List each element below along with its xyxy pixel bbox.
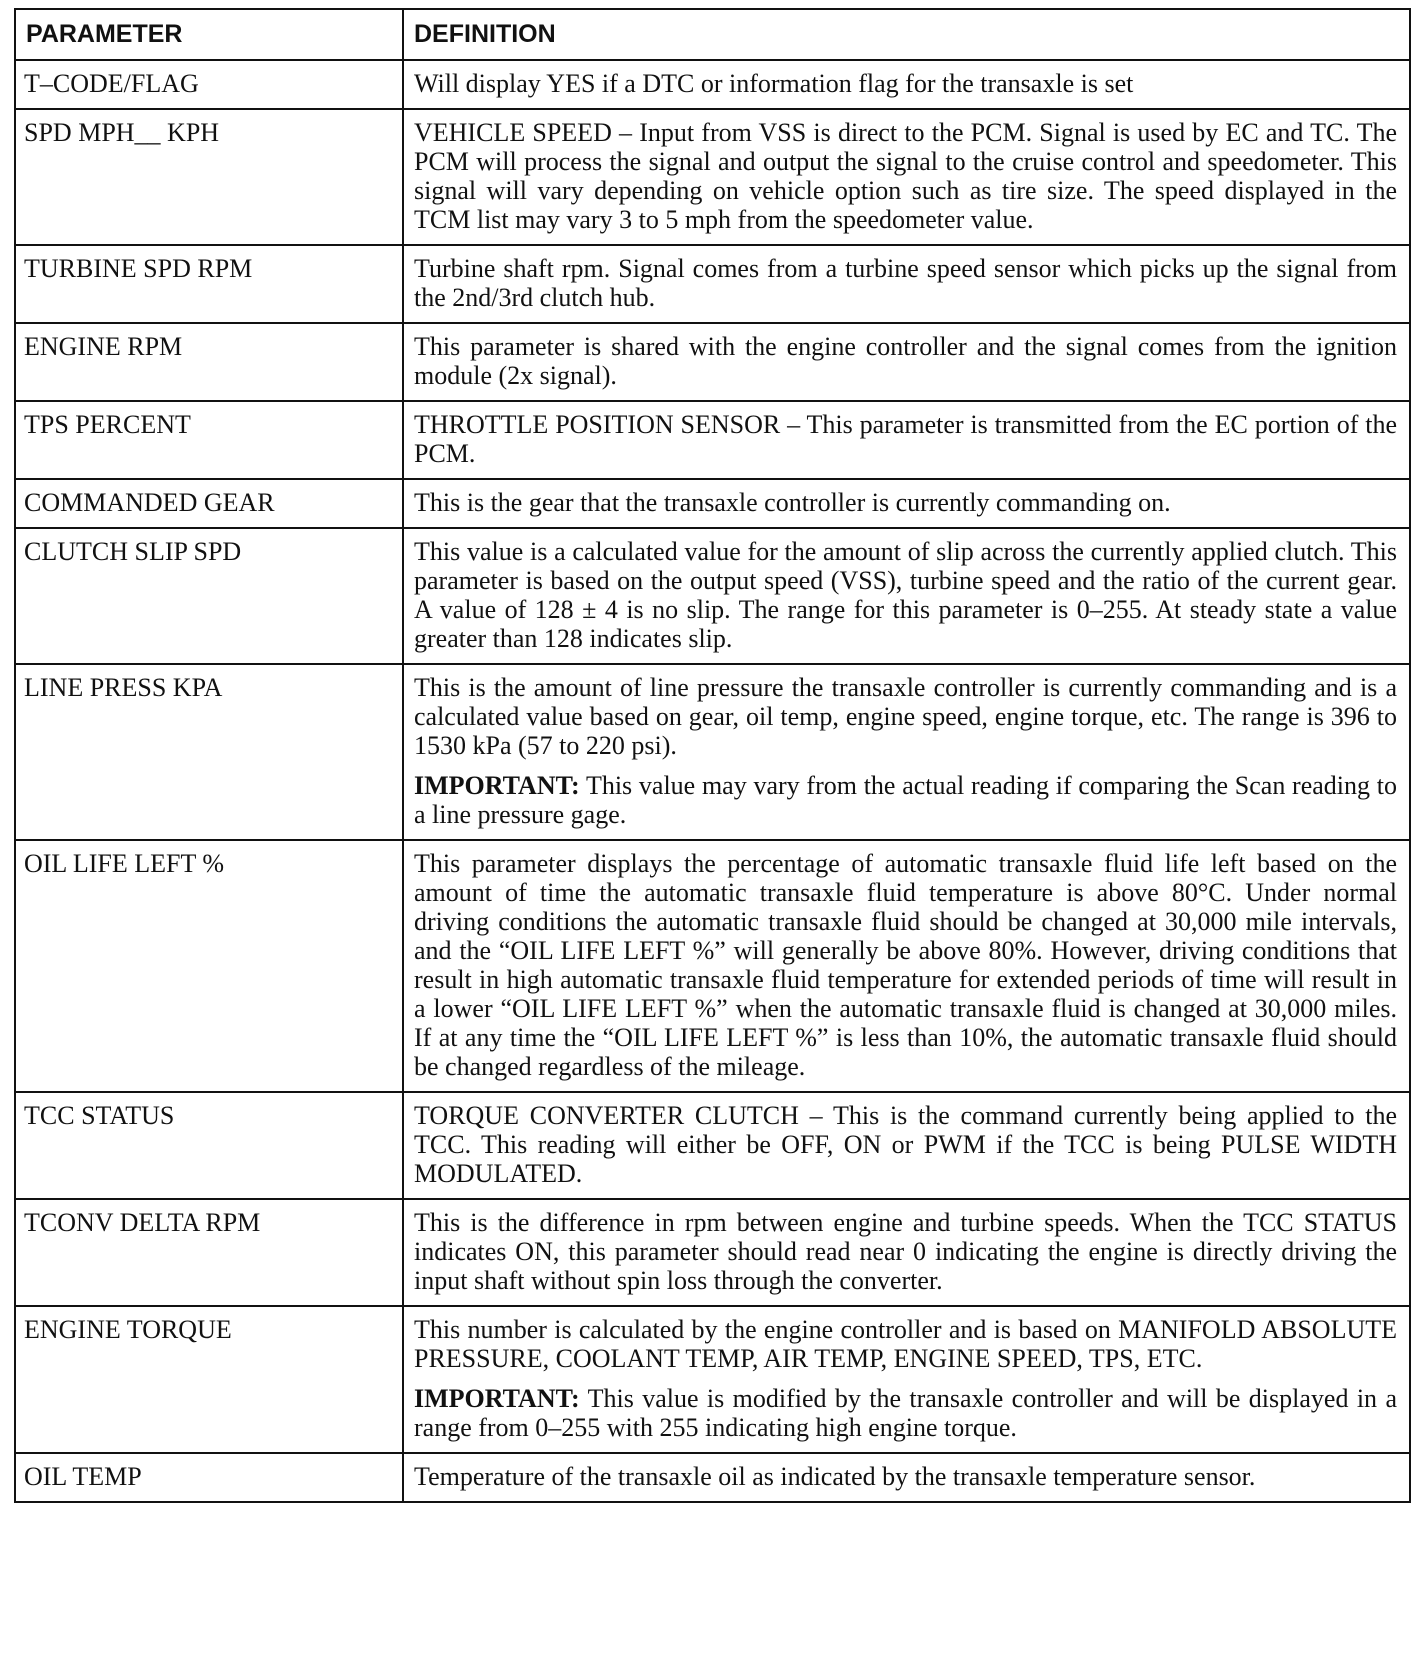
definition-text: TORQUE CONVERTER CLUTCH – This is the command currently being applied to the TCC. This reading will either be OFF, ON or PWM if the TCC is being PULSE WIDTH MODULATED. [414, 1101, 1397, 1188]
table-row [15, 109, 1410, 245]
definition-text: Temperature of the transaxle oil as indicated by the transaxle temperature sensor. [414, 1462, 1256, 1491]
parameter-cell: OIL LIFE LEFT % [15, 840, 403, 1092]
definition-text: VEHICLE SPEED – Input from VSS is direct to the PCM. Signal is used by EC and TC. The PCM will process the signal and output the signal to the cruise control and speedometer. This signal will vary depending on vehicle option such as tire size. The speed displayed in the TCM list may vary 3 to 5 mph from the speedometer value. [414, 118, 1397, 234]
parameter-cell: ENGINE TORQUE [15, 1306, 403, 1453]
table-header-row [15, 9, 1410, 60]
table-row [15, 401, 1410, 479]
parameter-cell: TPS PERCENT [15, 401, 403, 479]
definition-cell [403, 1199, 1410, 1306]
definition-cell [403, 1306, 1410, 1453]
table-row [15, 1306, 1410, 1453]
table-body [15, 60, 1410, 1502]
parameter-cell: TURBINE SPD RPM [15, 245, 403, 323]
definition-text: This parameter displays the percentage of automatic transaxle fluid life left based on the amount of time the automatic transaxle fluid temperature is above 80°C. Under normal driving conditions the automatic transaxle fluid should be changed at 30,000 mile intervals, and the “OIL LIFE LEFT %” will generally be above 80%. However, driving conditions that result in high automatic transaxle fluid temperature for extended periods of time will result in a lower “OIL LIFE LEFT %” when the automatic transaxle fluid is changed at 30,000 miles. If at any time the “OIL LIFE LEFT %” is less than 10%, the automatic transaxle fluid should be changed regardless of the mileage. [414, 849, 1397, 1081]
table-row [15, 1092, 1410, 1199]
important-text: This value may vary from the actual reading if comparing the Scan reading to a line pressure gage. [414, 771, 1397, 829]
definition-text: Will display YES if a DTC or information flag for the transaxle is set [414, 69, 1134, 98]
important-label: IMPORTANT: [414, 1384, 580, 1413]
definition-text: This is the gear that the transaxle controller is currently commanding on. [414, 488, 1171, 517]
definition-cell [403, 528, 1410, 664]
important-text: This value is modified by the transaxle controller and will be displayed in a range from 0–255 with 255 indicating high engine torque. [414, 1384, 1397, 1442]
definition-cell [403, 323, 1410, 401]
parameter-cell: LINE PRESS KPA [15, 664, 403, 840]
parameter-cell: T–CODE/FLAG [15, 60, 403, 109]
parameter-column-header: PARAMETER [15, 9, 403, 60]
important-label: IMPORTANT: [414, 771, 580, 800]
table-row [15, 1453, 1410, 1502]
definition-cell [403, 1092, 1410, 1199]
table-row [15, 664, 1410, 840]
parameter-cell: SPD MPH__ KPH [15, 109, 403, 245]
definition-text: This is the difference in rpm between engine and turbine speeds. When the TCC STATUS indicates ON, this parameter should read near 0 indicating the engine is directly driving the input shaft without spin loss through the converter. [414, 1208, 1397, 1295]
parameter-cell: ENGINE RPM [15, 323, 403, 401]
definition-cell [403, 60, 1410, 109]
definition-cell [403, 245, 1410, 323]
definition-text: Turbine shaft rpm. Signal comes from a turbine speed sensor which picks up the signal from the 2nd/3rd clutch hub. [414, 254, 1397, 312]
parameter-cell: CLUTCH SLIP SPD [15, 528, 403, 664]
definition-text: This is the amount of line pressure the transaxle controller is currently commanding and is a calculated value based on gear, oil temp, engine speed, engine torque, etc. The range is 396 to 1530 kPa (57 to 220 psi). [414, 673, 1397, 760]
parameter-definition-table [14, 8, 1411, 1503]
definition-cell [403, 1453, 1410, 1502]
parameter-cell: TCC STATUS [15, 1092, 403, 1199]
table-row [15, 528, 1410, 664]
definition-text: This number is calculated by the engine controller and is based on MANIFOLD ABSOLUTE PRESSURE, COOLANT TEMP, AIR TEMP, ENGINE SPEED, TPS, ETC. [414, 1315, 1397, 1373]
definition-cell [403, 840, 1410, 1092]
definition-text: This value is a calculated value for the amount of slip across the currently applied clutch. This parameter is based on the output speed (VSS), turbine speed and the ratio of the current gear. A value of 128 ± 4 is no slip. The range for this parameter is 0–255. At steady state a value greater than 128 indicates slip. [414, 537, 1397, 653]
definition-cell [403, 479, 1410, 528]
table-row [15, 840, 1410, 1092]
parameter-cell: OIL TEMP [15, 1453, 403, 1502]
definition-text: THROTTLE POSITION SENSOR – This parameter is transmitted from the EC portion of the PCM. [414, 410, 1397, 468]
important-note [414, 771, 1397, 829]
definition-cell [403, 401, 1410, 479]
parameter-cell: TCONV DELTA RPM [15, 1199, 403, 1306]
definition-column-header: DEFINITION [403, 9, 1410, 60]
definition-cell [403, 109, 1410, 245]
parameter-cell: COMMANDED GEAR [15, 479, 403, 528]
important-note [414, 1384, 1397, 1442]
table-row [15, 323, 1410, 401]
definition-text: This parameter is shared with the engine controller and the signal comes from the ignition module (2x signal). [414, 332, 1397, 390]
table-row [15, 479, 1410, 528]
table-row [15, 1199, 1410, 1306]
table-row [15, 245, 1410, 323]
table-row [15, 60, 1410, 109]
definition-cell [403, 664, 1410, 840]
